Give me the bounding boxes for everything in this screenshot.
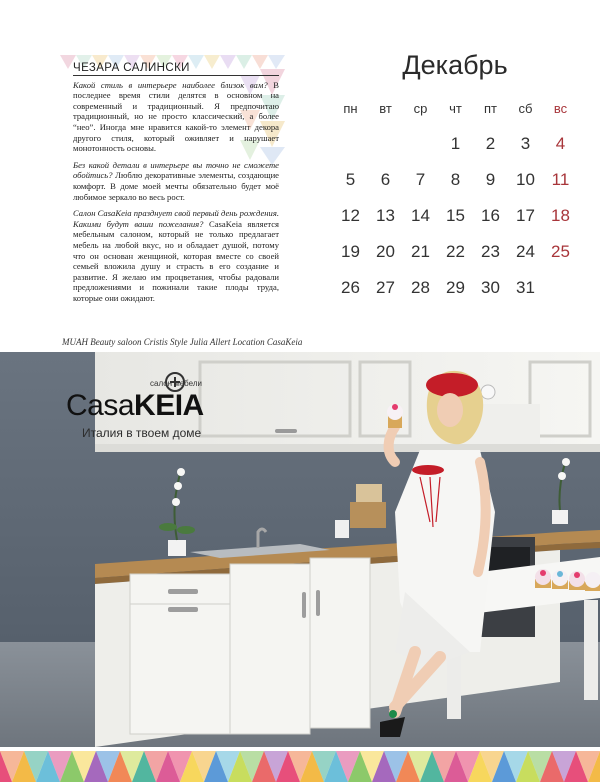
logo-tagline: Италия в твоем доме <box>82 426 202 440</box>
calendar-day-sunday: 25 <box>551 242 570 261</box>
calendar-day: 6 <box>380 170 391 189</box>
calendar-day: 9 <box>485 170 496 189</box>
interview-name: ЧЕЗАРА САЛИНСКИ <box>73 63 279 76</box>
calendar-day: 24 <box>516 242 535 261</box>
calendar-day: 3 <box>520 134 531 153</box>
interview-question-2: Без какой детали в интерьере вы точно не сможете обойтись? <box>73 159 279 181</box>
logo-wordmark <box>66 389 204 423</box>
calendar-day: 31 <box>516 278 535 297</box>
calendar-day: 19 <box>341 242 360 261</box>
weekday-label: сб <box>518 100 533 116</box>
calendar-day: 10 <box>516 170 535 189</box>
calendar-day: 29 <box>446 278 465 297</box>
calendar-day: 8 <box>450 170 461 189</box>
calendar-day: 16 <box>481 206 500 225</box>
month-title: Декабрь <box>402 50 508 80</box>
calendar-day: 1 <box>450 134 461 153</box>
kitchen-photo <box>0 352 600 747</box>
calendar-day-sunday: 11 <box>551 170 570 189</box>
calendar-day: 13 <box>376 206 395 225</box>
calendar-week <box>333 162 578 198</box>
interview-paragraph-1 <box>73 80 279 154</box>
calendar-day: 28 <box>411 278 430 297</box>
weekday-label: ср <box>413 100 428 116</box>
weekday-label: пт <box>484 100 497 116</box>
calendar-day-sunday: 18 <box>551 206 570 225</box>
calendar-day: 22 <box>446 242 465 261</box>
interview-question-3: Салон CasaKeia празднует свой первый день рождения. Какими будут ваши пожелания? <box>73 208 279 229</box>
calendar-day: 30 <box>481 278 500 297</box>
interview-text <box>73 63 279 309</box>
calendar-day: 23 <box>481 242 500 261</box>
weekday-label: вт <box>379 100 392 116</box>
calendar-week <box>333 126 578 162</box>
weekday-label: чт <box>449 100 462 116</box>
logo-wordmark-bold: KEIA <box>134 389 204 422</box>
calendar-day: 12 <box>341 206 360 225</box>
interview-question-1: Какой стиль в интерьере наиболее близок вам? <box>73 79 268 90</box>
interview-answer-1: В последнее время стили делятся в основном на современный и традиционный. Я предпочитаю традиционный, но не просто классический, а более “нео”. Иногда мне нравится какой-то элемент декора другого стиля, который оживляет и нарушает монотонность основы. <box>73 79 279 154</box>
weekday-label: вс <box>553 100 568 116</box>
calendar-day: 27 <box>376 278 395 297</box>
calendar-day: 7 <box>415 170 426 189</box>
logo-subtitle: салон мебели <box>150 379 202 388</box>
calendar-week <box>333 198 578 234</box>
calendar-day: 21 <box>411 242 430 261</box>
calendar-day: 5 <box>345 170 356 189</box>
calendar-day: 15 <box>446 206 465 225</box>
calendar-day: 17 <box>516 206 535 225</box>
calendar-day: 20 <box>376 242 395 261</box>
calendar-day: 14 <box>411 206 430 225</box>
interview-answer-3: CasaKeia является мебельным салоном, который не только предлагает мебель на любой вкус, но и обладает душой, потому что он основан женщиной, которая вместе со своей семьей вложила душу и страсть в его создание и развитие. Я желаю им процветания, чтобы радовали предложениями и пожинали такие плоды труда, которые они ожидают. <box>73 218 280 303</box>
calendar-grid <box>333 98 578 306</box>
interview-answer-2: Люблю декоративные элементы, создающие комфорт. В доме моей мечты обязательно будет моё любимое зеркало во весь рост. <box>73 170 279 202</box>
calendar-day: 2 <box>485 134 496 153</box>
interview-paragraph-2 <box>73 160 279 202</box>
interview-paragraph-3 <box>73 208 279 303</box>
calendar-week <box>333 234 578 270</box>
calendar-day-sunday: 4 <box>555 134 566 153</box>
logo-wordmark-light: Casa <box>66 389 135 422</box>
photo-credits: MUAH Beauty saloon Cristis Style Julia Allert Location CasaKeia <box>62 337 303 347</box>
calendar-day: 26 <box>341 278 360 297</box>
interview-block <box>60 55 285 337</box>
weekday-header <box>333 98 578 118</box>
diamond-footer <box>0 747 600 782</box>
weekday-label: пн <box>343 100 358 116</box>
calendar-week <box>333 270 578 306</box>
